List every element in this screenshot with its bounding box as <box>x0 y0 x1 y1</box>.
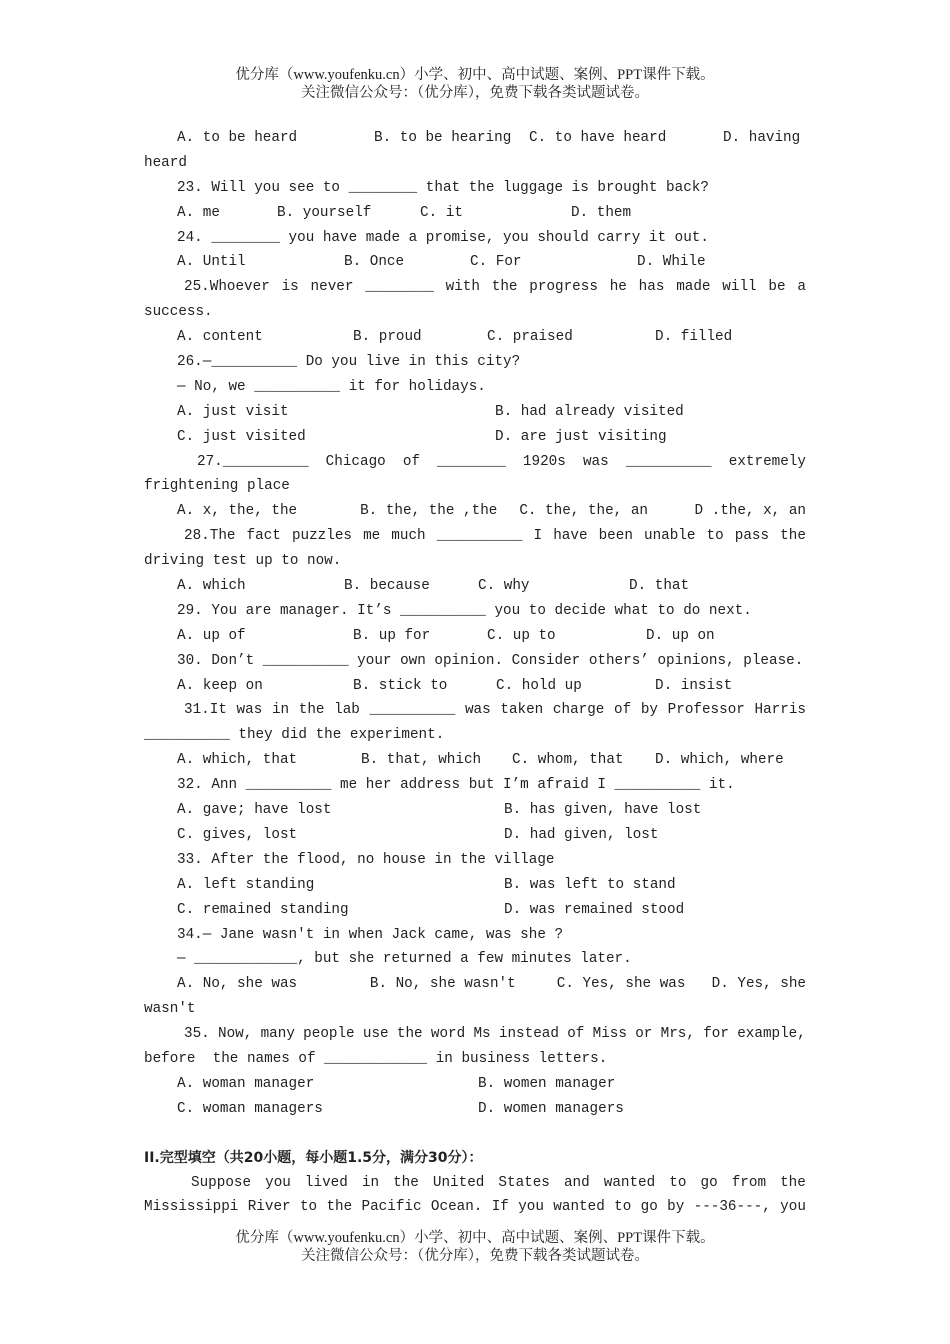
q31-stem-cont: __________ they did the experiment. <box>144 727 445 744</box>
q29-stem: 29. You are manager. It’s __________ you to decide what to do next. <box>177 602 752 619</box>
q25-word: he <box>609 279 627 296</box>
passage-word: and <box>563 1174 590 1191</box>
q25-option-b[interactable]: B. proud <box>353 329 422 346</box>
q28-word: fact <box>246 528 281 545</box>
q26-option-a[interactable]: A. just visit <box>177 403 289 420</box>
q35-word: of <box>567 1026 585 1043</box>
q33-option-d[interactable]: D. was remained stood <box>504 901 685 918</box>
passage-word: Suppose <box>191 1174 252 1191</box>
q25-word: made <box>676 279 711 296</box>
q33-option-c[interactable]: C. remained standing <box>177 901 349 918</box>
q25-stem-cont: success. <box>144 304 213 321</box>
q25-word: progress <box>529 279 598 296</box>
q31-option-c[interactable]: C. whom, that <box>512 752 624 769</box>
q26-option-c[interactable]: C. just visited <box>177 428 306 445</box>
q31-word: lab <box>334 702 360 719</box>
q29-option-c[interactable]: C. up to <box>487 627 556 644</box>
q23-option-a[interactable]: A. me <box>177 204 220 221</box>
q31-option-d[interactable]: D. which, where <box>655 752 784 769</box>
q33-option-b[interactable]: B. was left to stand <box>504 876 676 893</box>
q30-option-d[interactable]: D. insist <box>655 677 733 694</box>
q25-blank: ________ <box>365 279 434 296</box>
q28-word: have <box>553 528 588 545</box>
q35-word: people <box>303 1026 355 1043</box>
q24-option-d[interactable]: D. While <box>637 254 706 271</box>
q22-option-d[interactable]: D. having <box>723 130 801 146</box>
q35-word: for <box>703 1026 729 1043</box>
q25-word: the <box>491 279 518 296</box>
passage-word: wanted <box>603 1174 656 1191</box>
q25-word: a <box>797 279 806 296</box>
q28-blank: __________ <box>436 528 523 545</box>
q22-options <box>144 126 806 151</box>
q31-word: of <box>614 702 632 719</box>
section-2-title: II.完型填空（共20小题，每小题1.5分，满分30分）： <box>144 1149 483 1166</box>
q27-word: 1920s <box>522 453 566 470</box>
q26-option-d[interactable]: D. are just visiting <box>495 428 667 445</box>
q33-stem: 33. After the flood, no house in the village <box>177 851 555 868</box>
q35-option-a[interactable]: A. woman manager <box>177 1075 315 1092</box>
q32-options-row-1 <box>144 798 806 823</box>
passage-word: River <box>247 1199 291 1216</box>
q35-word: 35. <box>184 1026 210 1043</box>
q35-word: or <box>635 1026 653 1043</box>
q31-word: 31.It <box>184 702 227 719</box>
q35-options-row-1 <box>144 1072 806 1097</box>
footer <box>0 1229 950 1265</box>
q26-options-row-1 <box>144 400 806 425</box>
q35-options-row-2 <box>144 1097 806 1122</box>
q28-word: I <box>533 528 543 545</box>
q32-option-d[interactable]: D. had given, lost <box>504 826 659 843</box>
q31-stem <box>144 698 806 723</box>
passage-word: go <box>700 1174 718 1191</box>
q27-blank: __________ <box>625 453 712 470</box>
q27-word: Chicago <box>325 453 386 470</box>
q23-option-c[interactable]: C. it <box>420 204 463 221</box>
q22-option-a[interactable]: A. to be heard <box>177 130 298 146</box>
passage-word: Mississippi <box>144 1199 239 1216</box>
q28-word: me <box>363 528 381 545</box>
footer-line-2: 关注微信公众号：（优分库），免费下载各类试题试卷。 <box>301 1248 649 1264</box>
q31-option-b[interactable]: B. that, which <box>361 752 482 769</box>
q31-word: Harris <box>754 702 806 719</box>
q28-word: unable <box>643 528 696 545</box>
q26-reply: — No, we __________ it for holidays. <box>177 378 486 395</box>
q27-option-b[interactable]: B. the, the ,the <box>360 503 498 520</box>
q35-stem <box>144 1022 806 1047</box>
q35-word: Now, <box>218 1026 253 1043</box>
passage-line-2 <box>144 1195 806 1220</box>
q34-option-d[interactable]: D. Yes, she <box>711 976 806 993</box>
q35-stem-cont: before the names of ____________ in business letters. <box>144 1050 608 1067</box>
q24-option-b[interactable]: B. Once <box>344 254 405 271</box>
passage-word: the <box>326 1199 353 1216</box>
q28-options <box>144 574 806 599</box>
q31-word: charge <box>552 702 605 719</box>
passage-word: States <box>498 1174 550 1191</box>
q33-options-row-2 <box>144 898 806 923</box>
passage-word: the <box>780 1174 806 1191</box>
passage-word: by <box>667 1199 685 1216</box>
q31-word: was <box>464 702 491 719</box>
q32-option-c[interactable]: C. gives, lost <box>177 826 298 843</box>
q34-option-c[interactable]: C. Yes, she was <box>556 976 686 993</box>
q31-word: by <box>640 702 659 719</box>
q27-word: of <box>402 453 421 470</box>
q28-word: much <box>391 528 426 545</box>
q27-stem-cont: frightening place <box>144 478 290 495</box>
header <box>0 66 950 102</box>
q31-word: the <box>298 702 325 719</box>
q31-word: was <box>236 702 263 719</box>
q29-option-b[interactable]: B. up for <box>353 627 431 644</box>
q34-option-b[interactable]: B. No, she wasn't <box>369 976 516 993</box>
passage-line-1 <box>144 1171 806 1196</box>
q28-word: pass <box>734 528 770 545</box>
q35-option-b[interactable]: B. women manager <box>478 1075 616 1092</box>
q32-option-a[interactable]: A. gave; have lost <box>177 802 332 819</box>
q35-word: use <box>362 1026 389 1043</box>
q34-option-a[interactable]: A. No, she was <box>177 976 298 993</box>
q28-option-d[interactable]: D. that <box>629 578 690 595</box>
passage-word: from <box>731 1174 767 1191</box>
passage-word: United <box>432 1174 485 1191</box>
q28-word: to <box>706 528 724 545</box>
q25-word: be <box>768 279 786 296</box>
q33-options-row-1 <box>144 873 806 898</box>
q35-word: many <box>260 1026 295 1043</box>
q34-options <box>144 972 806 997</box>
q29-option-d[interactable]: D. up on <box>646 627 715 644</box>
q35-word: the <box>396 1026 423 1043</box>
q27-blank: 27.__________ <box>197 453 309 470</box>
q27-word: extremely <box>728 453 806 470</box>
q28-stem-cont: driving test up to now. <box>144 553 342 570</box>
passage-word: to <box>669 1174 687 1191</box>
q35-word: Mrs, <box>660 1026 695 1043</box>
q31-word: in <box>271 702 290 719</box>
q34-reply: — ____________, but she returned a few minutes later. <box>177 951 632 968</box>
q29-option-a[interactable]: A. up of <box>177 627 246 644</box>
passage-word: you <box>780 1199 806 1216</box>
q26-stem: 26.—__________ Do you live in this city? <box>177 354 521 371</box>
q31-blank: __________ <box>369 702 456 719</box>
q31-options <box>144 748 806 773</box>
q28-word: puzzles <box>291 528 352 545</box>
q30-option-a[interactable]: A. keep on <box>177 677 263 694</box>
q27-stem <box>144 450 806 475</box>
q28-word: been <box>598 528 633 545</box>
q24-option-a[interactable]: A. Until <box>177 254 246 271</box>
q31-word: Professor <box>667 702 745 719</box>
passage-word: wanted <box>553 1199 605 1216</box>
header-line-2: 关注微信公众号：（优分库），免费下载各类试题试卷。 <box>301 85 649 101</box>
passage-word: to <box>299 1199 318 1216</box>
q28-word: 28.The <box>184 528 236 545</box>
q30-option-b[interactable]: B. stick to <box>353 677 448 694</box>
q28-word: the <box>780 528 806 545</box>
q30-option-c[interactable]: C. hold up <box>496 677 582 694</box>
q35-word: Miss <box>592 1026 627 1043</box>
q28-option-c[interactable]: C. why <box>478 578 530 595</box>
q27-option-d[interactable]: D .the, x, an <box>694 503 806 520</box>
q28-stem <box>144 524 806 549</box>
q25-word: with <box>445 279 480 296</box>
q27-options <box>144 499 806 524</box>
q23-options <box>144 201 806 226</box>
q26-options-row-2 <box>144 425 806 450</box>
passage-word: to <box>614 1199 632 1216</box>
q25-word: is <box>281 279 299 296</box>
q27-option-c[interactable]: C. the, the, an <box>519 503 649 520</box>
q24-stem: 24. ________ you have made a promise, you should carry it out. <box>177 229 709 246</box>
passage-word: go <box>640 1199 658 1216</box>
q22-option-d-cont: heard <box>144 154 187 171</box>
header-line-1: 优分库（www.youfenku.cn）小学、初中、高中试题、案例、PPT课件下载。 <box>235 67 715 83</box>
q22-option-c[interactable]: C. to have heard <box>529 130 667 146</box>
q26-option-b[interactable]: B. had already visited <box>495 403 684 420</box>
passage-blank-36: ---36---, <box>693 1199 771 1216</box>
q25-option-a[interactable]: A. content <box>177 329 263 346</box>
q35-word: word <box>430 1026 466 1043</box>
q32-option-b[interactable]: B. has given, have lost <box>504 802 702 819</box>
q35-option-d[interactable]: D. women managers <box>478 1100 624 1117</box>
q28-option-b[interactable]: B. because <box>344 578 430 595</box>
q25-word: will <box>722 279 757 296</box>
passage-word: in <box>361 1174 380 1191</box>
q24-option-c[interactable]: C. For <box>470 254 522 271</box>
q25-word: never <box>310 279 354 296</box>
passage-word: lived <box>304 1174 348 1191</box>
q23-option-d[interactable]: D. them <box>571 204 632 221</box>
passage-word: Ocean. <box>430 1199 483 1216</box>
q32-stem: 32. Ann __________ me her address but I’m afraid I __________ it. <box>177 777 735 794</box>
q27-option-a[interactable]: A. x, the, the <box>177 503 298 520</box>
q23-stem: 23. Will you see to ________ that the luggage is brought back? <box>177 179 709 196</box>
q32-options-row-2 <box>144 823 806 848</box>
q31-word: taken <box>500 702 544 719</box>
q25-word: 25.Whoever <box>184 279 270 296</box>
passage-word: the <box>393 1174 419 1191</box>
q31-option-a[interactable]: A. which, that <box>177 752 298 769</box>
passage-word: Pacific <box>361 1199 422 1216</box>
q24-options <box>144 250 806 275</box>
q30-stem: 30. Don’t __________ your own opinion. Consider others’ opinions, please. <box>177 652 804 669</box>
q25-option-d[interactable]: D. filled <box>655 329 733 346</box>
q34-stem: 34.— Jane wasn't in when Jack came, was she ? <box>177 926 564 943</box>
q25-option-c[interactable]: C. praised <box>487 329 573 346</box>
q25-word: has <box>638 279 665 296</box>
q35-option-c[interactable]: C. woman managers <box>177 1100 323 1117</box>
q25-options <box>144 325 806 350</box>
passage-word: you <box>265 1174 291 1191</box>
q28-option-a[interactable]: A. which <box>177 578 246 595</box>
q33-option-a[interactable]: A. left standing <box>177 876 315 893</box>
q22-option-b[interactable]: B. to be hearing <box>374 130 512 146</box>
q27-blank: ________ <box>437 453 506 470</box>
passage-word: If <box>491 1199 509 1216</box>
q29-options <box>144 624 806 649</box>
q34-option-d-cont: wasn't <box>144 1001 196 1018</box>
passage-word: you <box>518 1199 544 1216</box>
footer-line-1: 优分库（www.youfenku.cn）小学、初中、高中试题、案例、PPT课件下载。 <box>235 1230 715 1246</box>
exam-content <box>144 126 806 1220</box>
q30-options <box>144 674 806 699</box>
q35-word: Ms <box>473 1026 491 1043</box>
q23-option-b[interactable]: B. yourself <box>277 204 372 221</box>
q25-stem <box>144 275 806 300</box>
q27-word: was <box>582 453 609 470</box>
q35-word: example, <box>737 1026 806 1043</box>
q35-word: instead <box>498 1026 559 1043</box>
